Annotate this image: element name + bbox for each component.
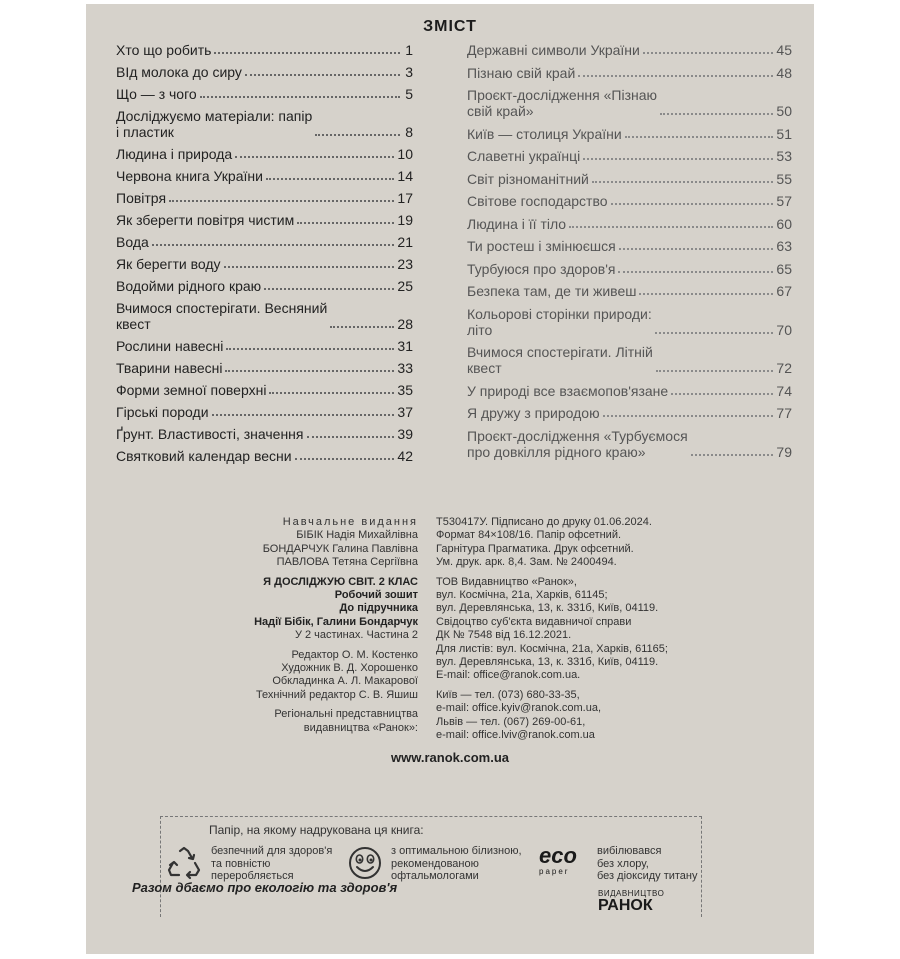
toc-entry-title: Турбуюся про здоров'я — [467, 260, 616, 277]
toc-entry-page: 77 — [776, 405, 792, 421]
author: БОНДАРЧУК Галина Павлівна — [262, 542, 418, 555]
toc-leader-dots — [235, 156, 394, 158]
toc-entry-page: 37 — [397, 404, 413, 420]
toc-entry — [116, 382, 413, 398]
toc-entry — [467, 344, 792, 376]
toc-entry-title: Досліджуємо матеріали: папір і пластик — [116, 108, 313, 140]
paper-heading: Папір, на якому надрукована ця книга: — [209, 823, 424, 837]
paper-item-line: з оптимальною білизною, — [391, 845, 522, 857]
toc-entry — [116, 42, 413, 58]
toc-entry — [467, 216, 792, 232]
toc-entry-page: 35 — [397, 382, 413, 398]
toc-entry-page: 55 — [776, 170, 792, 187]
toc-entry — [467, 306, 792, 338]
edition-type: Навчальне видання — [282, 516, 418, 528]
toc-entry-title: Ґрунт. Властивості, значення — [116, 426, 304, 442]
letters-info: Для листів: вул. Космічна, 21а, Харків, 61165; — [436, 642, 668, 655]
toc-entry-page: 17 — [397, 190, 413, 206]
toc-entry-page: 25 — [397, 278, 413, 294]
toc-entry-page: 8 — [405, 124, 413, 140]
toc-entry-title: Водойми рідного краю — [116, 278, 262, 294]
paper-item-line: рекомендованою — [391, 857, 479, 870]
toc-entry-title: Державні символи України — [467, 42, 640, 58]
toc-entry-title: Людина і її тіло — [467, 215, 567, 232]
regional-info: e-mail: office.lviv@ranok.com.ua — [436, 729, 595, 742]
toc-entry-title: Вода — [116, 234, 149, 250]
toc-entry-page: 42 — [397, 448, 413, 464]
publisher-logo: РАНОК — [598, 897, 653, 914]
toc-leader-dots — [639, 293, 773, 295]
toc-entry-page: 3 — [405, 64, 413, 80]
print-info: Ум. друк. арк. 8,4. Зам. № 2400494. — [436, 556, 617, 569]
toc-leader-dots — [266, 178, 394, 180]
toc-entry-title: Безпека там, де ти живеш — [467, 283, 637, 299]
toc-entry — [116, 338, 413, 354]
toc-entry — [467, 383, 792, 399]
toc-entry-page: 74 — [776, 382, 792, 399]
toc-entry — [116, 212, 413, 228]
toc-entry — [116, 256, 413, 272]
toc-entry-page: 14 — [397, 168, 413, 184]
toc-entry-title: Хто що робить — [116, 42, 212, 58]
recycle-icon — [165, 845, 203, 881]
toc-entry-title: Ти ростеш і змінюєшся — [467, 238, 616, 254]
toc-leader-dots — [660, 113, 773, 115]
toc-entry-title: У природі все взаємопов'язане — [467, 382, 669, 399]
slogan: Разом дбаємо про екологію та здоров'я — [132, 880, 398, 895]
regional-info: Київ — тел. (073) 680-33-35, — [436, 688, 580, 701]
toc-entry — [467, 405, 792, 421]
toc-entry-title: Як берегти воду — [116, 256, 221, 272]
author: ПАВЛОВА Тетяна Сергіївна — [276, 556, 418, 569]
credit-line: Редактор О. М. Костенко — [291, 648, 418, 661]
toc-leader-dots — [245, 74, 400, 76]
toc-leader-dots — [625, 136, 774, 138]
toc-entry-page: 67 — [776, 283, 792, 299]
toc-entry-title: Рослини навесні — [116, 338, 224, 354]
toc-entry — [116, 234, 413, 250]
letters-info: E-mail: office@ranok.com.ua. — [436, 669, 581, 682]
toc-entry-page: 57 — [776, 193, 792, 209]
toc-leader-dots — [603, 415, 774, 417]
publisher-info: вул. Деревлянська, 13, к. 331б, Київ, 04119. — [436, 602, 659, 615]
regional-label: видавництва «Ранок»: — [303, 721, 418, 734]
toc-column-right — [467, 42, 792, 466]
toc-entry-page: 19 — [397, 212, 413, 228]
toc-entry-page: 51 — [776, 125, 792, 142]
toc-entry — [467, 261, 792, 277]
toc-leader-dots — [619, 248, 774, 250]
book-line: Робочий зошит — [334, 589, 418, 602]
book-title: Я ДОСЛІДЖУЮ СВІТ. 2 КЛАС — [263, 575, 418, 588]
toc-entry-page: 5 — [405, 86, 413, 102]
eco-paper-logo: eco paper — [539, 843, 577, 876]
toc-leader-dots — [269, 392, 394, 394]
toc-entry-title: Святковий календар весни — [116, 448, 292, 464]
toc-leader-dots — [611, 203, 774, 205]
print-info: Гарнітура Прагматика. Друк офсетний. — [436, 542, 634, 555]
book-part: У 2 частинах. Частина 2 — [294, 629, 418, 642]
toc-column-left — [116, 42, 413, 470]
toc-entry-title: ВІд молока до сиру — [116, 64, 242, 80]
toc-leader-dots — [264, 288, 394, 290]
smiley-icon — [347, 845, 383, 881]
toc-leader-dots — [212, 414, 395, 416]
toc-entry — [116, 360, 413, 376]
toc-entry-title: Я дружу з природою — [467, 405, 600, 421]
toc-entry-page: 28 — [397, 316, 413, 332]
toc-entry — [116, 278, 413, 294]
toc-entry-title: Проєкт-дослідження «Пізнаю свій край» — [467, 87, 658, 119]
toc-entry-title: Проєкт-дослідження «Турбуємося про довкілля рідного краю» — [467, 427, 688, 460]
book-page — [86, 4, 814, 954]
toc-leader-dots — [578, 75, 773, 77]
toc-entry — [467, 65, 792, 81]
regional-info: e-mail: office.kyiv@ranok.com.ua, — [436, 702, 602, 715]
toc-leader-dots — [655, 332, 774, 334]
toc-entry-page: 39 — [397, 426, 413, 442]
paper-item-line: без хлору, — [597, 857, 649, 870]
regional-label: Регіональні представництва — [274, 708, 418, 721]
toc-entry-page: 48 — [776, 64, 792, 81]
toc-entry-title: Світ різноманітний — [467, 170, 589, 187]
toc-entry-page: 65 — [776, 260, 792, 277]
toc-leader-dots — [307, 436, 395, 438]
toc-leader-dots — [569, 226, 773, 228]
credit-line: Художник В. Д. Хорошенко — [281, 662, 418, 675]
toc-entry-title: Вчимося спостерігати. Літній квест — [467, 344, 653, 376]
toc-entry-title: Форми земної поверхні — [116, 382, 267, 398]
toc-entry-page: 1 — [405, 42, 413, 58]
toc-entry-page: 31 — [397, 338, 413, 354]
toc-entry-title: Світове господарство — [467, 193, 608, 209]
website-link[interactable]: www.ranok.com.ua — [391, 750, 509, 765]
toc-leader-dots — [226, 348, 394, 350]
toc-entry — [116, 64, 413, 80]
toc-leader-dots — [169, 200, 394, 202]
toc-leader-dots — [315, 134, 400, 136]
toc-entry — [116, 86, 413, 102]
toc-entry-page: 21 — [397, 234, 413, 250]
regional-info: Львів — тел. (067) 269-00-61, — [436, 715, 586, 728]
publisher-info: ТОВ Видавництво «Ранок», — [436, 575, 577, 588]
paper-item-line: офтальмологами — [391, 870, 479, 882]
publisher-info: вул. Космічна, 21а, Харків, 61145; — [436, 589, 608, 602]
imprint-left — [186, 516, 418, 735]
toc-entry — [467, 238, 792, 254]
toc-leader-dots — [656, 370, 774, 372]
publisher-info: Свідоцтво суб'єкта видавничої справи — [436, 615, 632, 628]
toc-entry-title: Київ — столиця України — [467, 125, 622, 142]
paper-item-line: вибілювався — [597, 845, 662, 857]
credit-line: Обкладинка А. Л. Макарової — [272, 675, 418, 688]
toc-leader-dots — [152, 244, 395, 246]
toc-leader-dots — [592, 181, 774, 183]
toc-title: ЗМІСТ — [423, 18, 477, 35]
toc-entry-title: Гірські породи — [116, 404, 209, 420]
toc-entry — [467, 171, 792, 187]
toc-entry-page: 53 — [776, 148, 792, 164]
toc-entry-title: Славетні українці — [467, 148, 581, 164]
letters-info: вул. Деревлянська, 13, к. 331б, Київ, 04119. — [436, 656, 659, 669]
toc-leader-dots — [214, 52, 400, 54]
print-info: Т530417У. Підписано до друку 01.06.2024. — [436, 516, 652, 528]
toc-entry-title: Повітря — [116, 190, 167, 206]
toc-entry — [467, 42, 792, 58]
toc-entry-page: 10 — [397, 146, 413, 162]
toc-entry — [116, 300, 413, 332]
toc-entry — [116, 190, 413, 206]
toc-entry-page: 63 — [776, 238, 792, 254]
toc-leader-dots — [330, 326, 394, 328]
toc-entry — [116, 108, 413, 140]
toc-leader-dots — [583, 158, 773, 160]
paper-item-line: переробляється — [211, 870, 294, 882]
toc-entry-title: Людина і природа — [116, 146, 233, 162]
toc-leader-dots — [618, 271, 773, 273]
toc-leader-dots — [295, 458, 395, 460]
toc-entry — [467, 87, 792, 119]
toc-entry — [467, 193, 792, 209]
toc-entry — [116, 426, 413, 442]
toc-leader-dots — [297, 222, 394, 224]
author: БІБІК Надія Михайлівна — [296, 529, 418, 542]
toc-entry-title: Кольорові сторінки природи: літо — [467, 305, 652, 338]
toc-entry-page: 72 — [776, 360, 792, 376]
toc-leader-dots — [691, 454, 774, 456]
publisher-label: ВИДАВНИЦТВО — [598, 889, 665, 898]
toc-entry-page: 33 — [397, 360, 413, 376]
toc-entry — [116, 448, 413, 464]
toc-entry-page: 45 — [776, 42, 792, 58]
toc-entry-title: Що — з чого — [116, 86, 197, 102]
toc-entry — [116, 168, 413, 184]
toc-entry — [467, 126, 792, 142]
toc-entry — [467, 148, 792, 164]
toc-entry — [467, 428, 792, 460]
toc-entry-page: 23 — [397, 256, 413, 272]
toc-entry-page: 50 — [776, 103, 792, 119]
toc-entry-page: 79 — [776, 443, 792, 460]
toc-entry-page: 70 — [776, 321, 792, 338]
toc-entry — [467, 283, 792, 299]
book-line: Надії Бібік, Галини Бондарчук — [254, 615, 418, 628]
toc-leader-dots — [671, 393, 773, 395]
toc-entry-title: Червона книга України — [116, 168, 263, 184]
paper-item-line: безпечний для здоров'я — [211, 845, 333, 857]
toc-entry — [116, 146, 413, 162]
paper-item-line: без діоксиду титану — [597, 870, 698, 882]
toc-leader-dots — [200, 96, 400, 98]
print-info: Формат 84×108/16. Папір офсетний. — [436, 529, 622, 542]
toc-entry-title: Вчимося спостерігати. Весняний квест — [116, 300, 328, 332]
toc-leader-dots — [643, 52, 774, 54]
toc-entry-title: Як зберегти повітря чистим — [116, 212, 295, 228]
paper-item-line: та повністю — [211, 857, 271, 870]
toc-leader-dots — [224, 266, 395, 268]
imprint-right — [436, 516, 796, 743]
toc-entry-page: 60 — [776, 215, 792, 232]
publisher-info: ДК № 7548 від 16.12.2021. — [436, 629, 572, 642]
credit-line: Технічний редактор С. В. Яшиш — [255, 688, 418, 701]
toc-entry — [116, 404, 413, 420]
toc-entry-title: Тварини навесні — [116, 360, 223, 376]
toc-entry-title: Пізнаю свій край — [467, 64, 576, 81]
book-line: До підручника — [339, 602, 418, 615]
toc-leader-dots — [225, 370, 394, 372]
